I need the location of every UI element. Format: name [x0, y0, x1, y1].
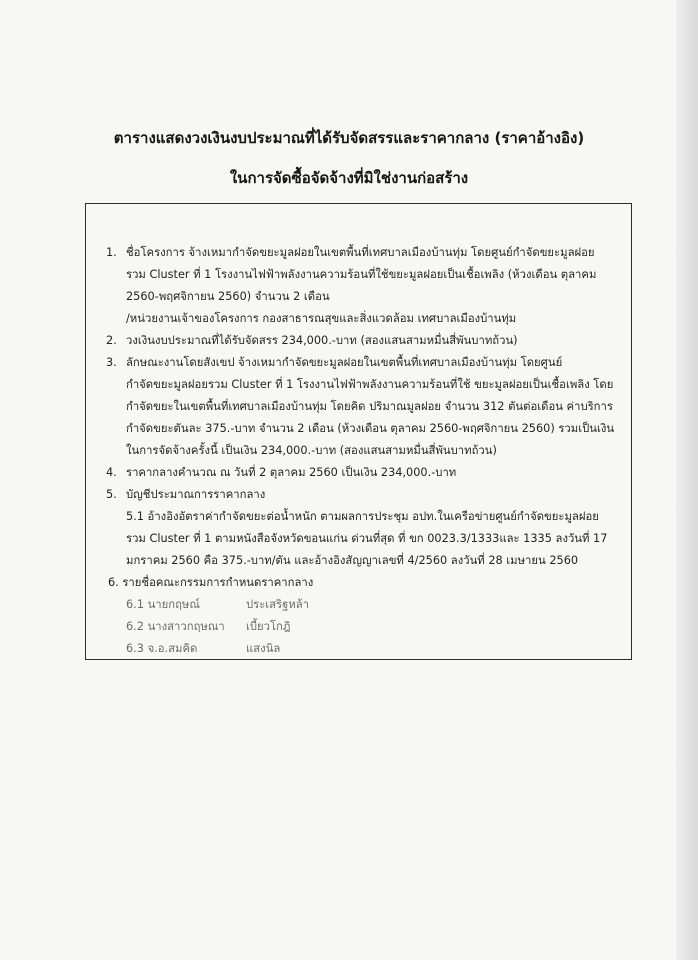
item-2-line-1: 2. วงเงินงบประมาณที่ได้รับจัดสรร 234,000.-บาท (สองแสนสามหมื่นสี่พันบาทถ้วน) — [126, 332, 518, 350]
committee-index: 6.2 — [126, 620, 144, 633]
item-4-line-1: 4. ราคากลางคำนวณ ณ วันที่ 2 ตุลาคม 2560 เป็นเงิน 234,000.-บาท — [126, 464, 456, 482]
item-3-line-4: กำจัดขยะตันละ 375.-บาท จำนวน 2 เดือน (ห้วงเดือน ตุลาคม 2560-พฤศจิกายน 2560) รวมเป็นเงิน — [126, 422, 615, 435]
committee-title-name: นายกฤษณ์ — [147, 598, 200, 611]
document-title: ตารางแสดงวงเงินงบประมาณที่ได้รับจัดสรรและราคากลาง (ราคาอ้างอิง) — [113, 129, 585, 147]
committee-index: 6.3 — [126, 642, 144, 655]
item-4-number: 4. — [106, 466, 117, 479]
item-2-number: 2. — [106, 334, 117, 347]
item-5-line-1: 5. บัญชีประมาณการราคากลาง — [126, 486, 265, 504]
committee-surname: แสงนิล — [246, 642, 281, 655]
committee-title-name: นางสาวกฤษณา — [147, 620, 225, 633]
item-3-line-2: กำจัดขยะมูลฝอยรวม Cluster ที่ 1 โรงงานไฟฟ้าพลังงานความร้อนที่ใช้ ขยะมูลฝอยเป็นเชื้อเพลิง โดย — [126, 378, 614, 391]
committee-surname: เบี้ยวโกฎิ — [246, 620, 291, 633]
item-1-number: 1. — [106, 246, 117, 259]
committee-member — [126, 618, 291, 636]
committee-title-name: จ.อ.สมคิด — [147, 642, 198, 655]
item-6-heading: 6. รายชื่อคณะกรรมการกำหนดราคากลาง — [108, 576, 314, 589]
committee-index: 6.1 — [126, 598, 144, 611]
item-3-line-5: ในการจัดจ้างครั้งนี้ เป็นเงิน 234,000.-บาท (สองแสนสามหมื่นสี่พันบาทถ้วน) — [126, 444, 497, 457]
item-1-owner: /หน่วยงานเจ้าของโครงการ กองสาธารณสุขและสิ่งแวดล้อม เทศบาลเมืองบ้านทุ่ม — [126, 312, 517, 325]
item-3-number: 3. — [106, 356, 117, 369]
item-5-line-3: รวม Cluster ที่ 1 ตามหนังสือจังหวัดขอนแก่น ด่วนที่สุด ที่ ขก 0023.3/1333และ 1335 ลงวันที่ 17 — [126, 532, 608, 545]
document-subtitle: ในการจัดซื้อจัดจ้างที่มิใช่งานก่อสร้าง — [229, 169, 469, 187]
committee-member — [126, 640, 281, 658]
item-5-line-2: 5.1 อ้างอิงอัตราค่ากำจัดขยะต่อน้ำหนัก ตามผลการประชุม อปท.ในเครือข่ายศูนย์กำจัดขยะมูลฝอย — [126, 510, 599, 523]
item-1-line-2: รวม Cluster ที่ 1 โรงงานไฟฟ้าพลังงานความร้อนที่ใช้ขยะมูลฝอยเป็นเชื้อเพลิง (ห้วงเดือน ตุลาคม — [126, 268, 597, 281]
item-3-line-1: 3. ลักษณะงานโดยสังเขป จ้างเหมากำจัดขยะมูลฝอยในเขตพื้นที่เทศบาลเมืองบ้านทุ่ม โดยศูนย์ — [126, 354, 562, 372]
item-1-line-3: 2560-พฤศจิกายน 2560) จำนวน 2 เดือน — [126, 290, 330, 303]
item-5-line-4: มกราคม 2560 คือ 375.-บาท/ตัน และอ้างอิงสัญญาเลขที่ 4/2560 ลงวันที่ 28 เมษายน 2560 — [126, 554, 579, 567]
committee-surname: ประเสริฐหล้า — [246, 598, 310, 611]
item-5-number: 5. — [106, 488, 117, 501]
committee-member — [126, 596, 310, 614]
item-3-line-3: กำจัดขยะในเขตพื้นที่เทศบาลเมืองบ้านทุ่ม โดยคิด ปริมาณมูลฝอย จำนวน 312 ตันต่อเดือน ค่าบริการ — [126, 400, 613, 413]
item-1-line-1: 1. ชื่อโครงการ จ้างเหมากำจัดขยะมูลฝอยในเขตพื้นที่เทศบาลเมืองบ้านทุ่ม โดยศูนย์กำจัดขยะมูลฝอย — [126, 244, 595, 262]
